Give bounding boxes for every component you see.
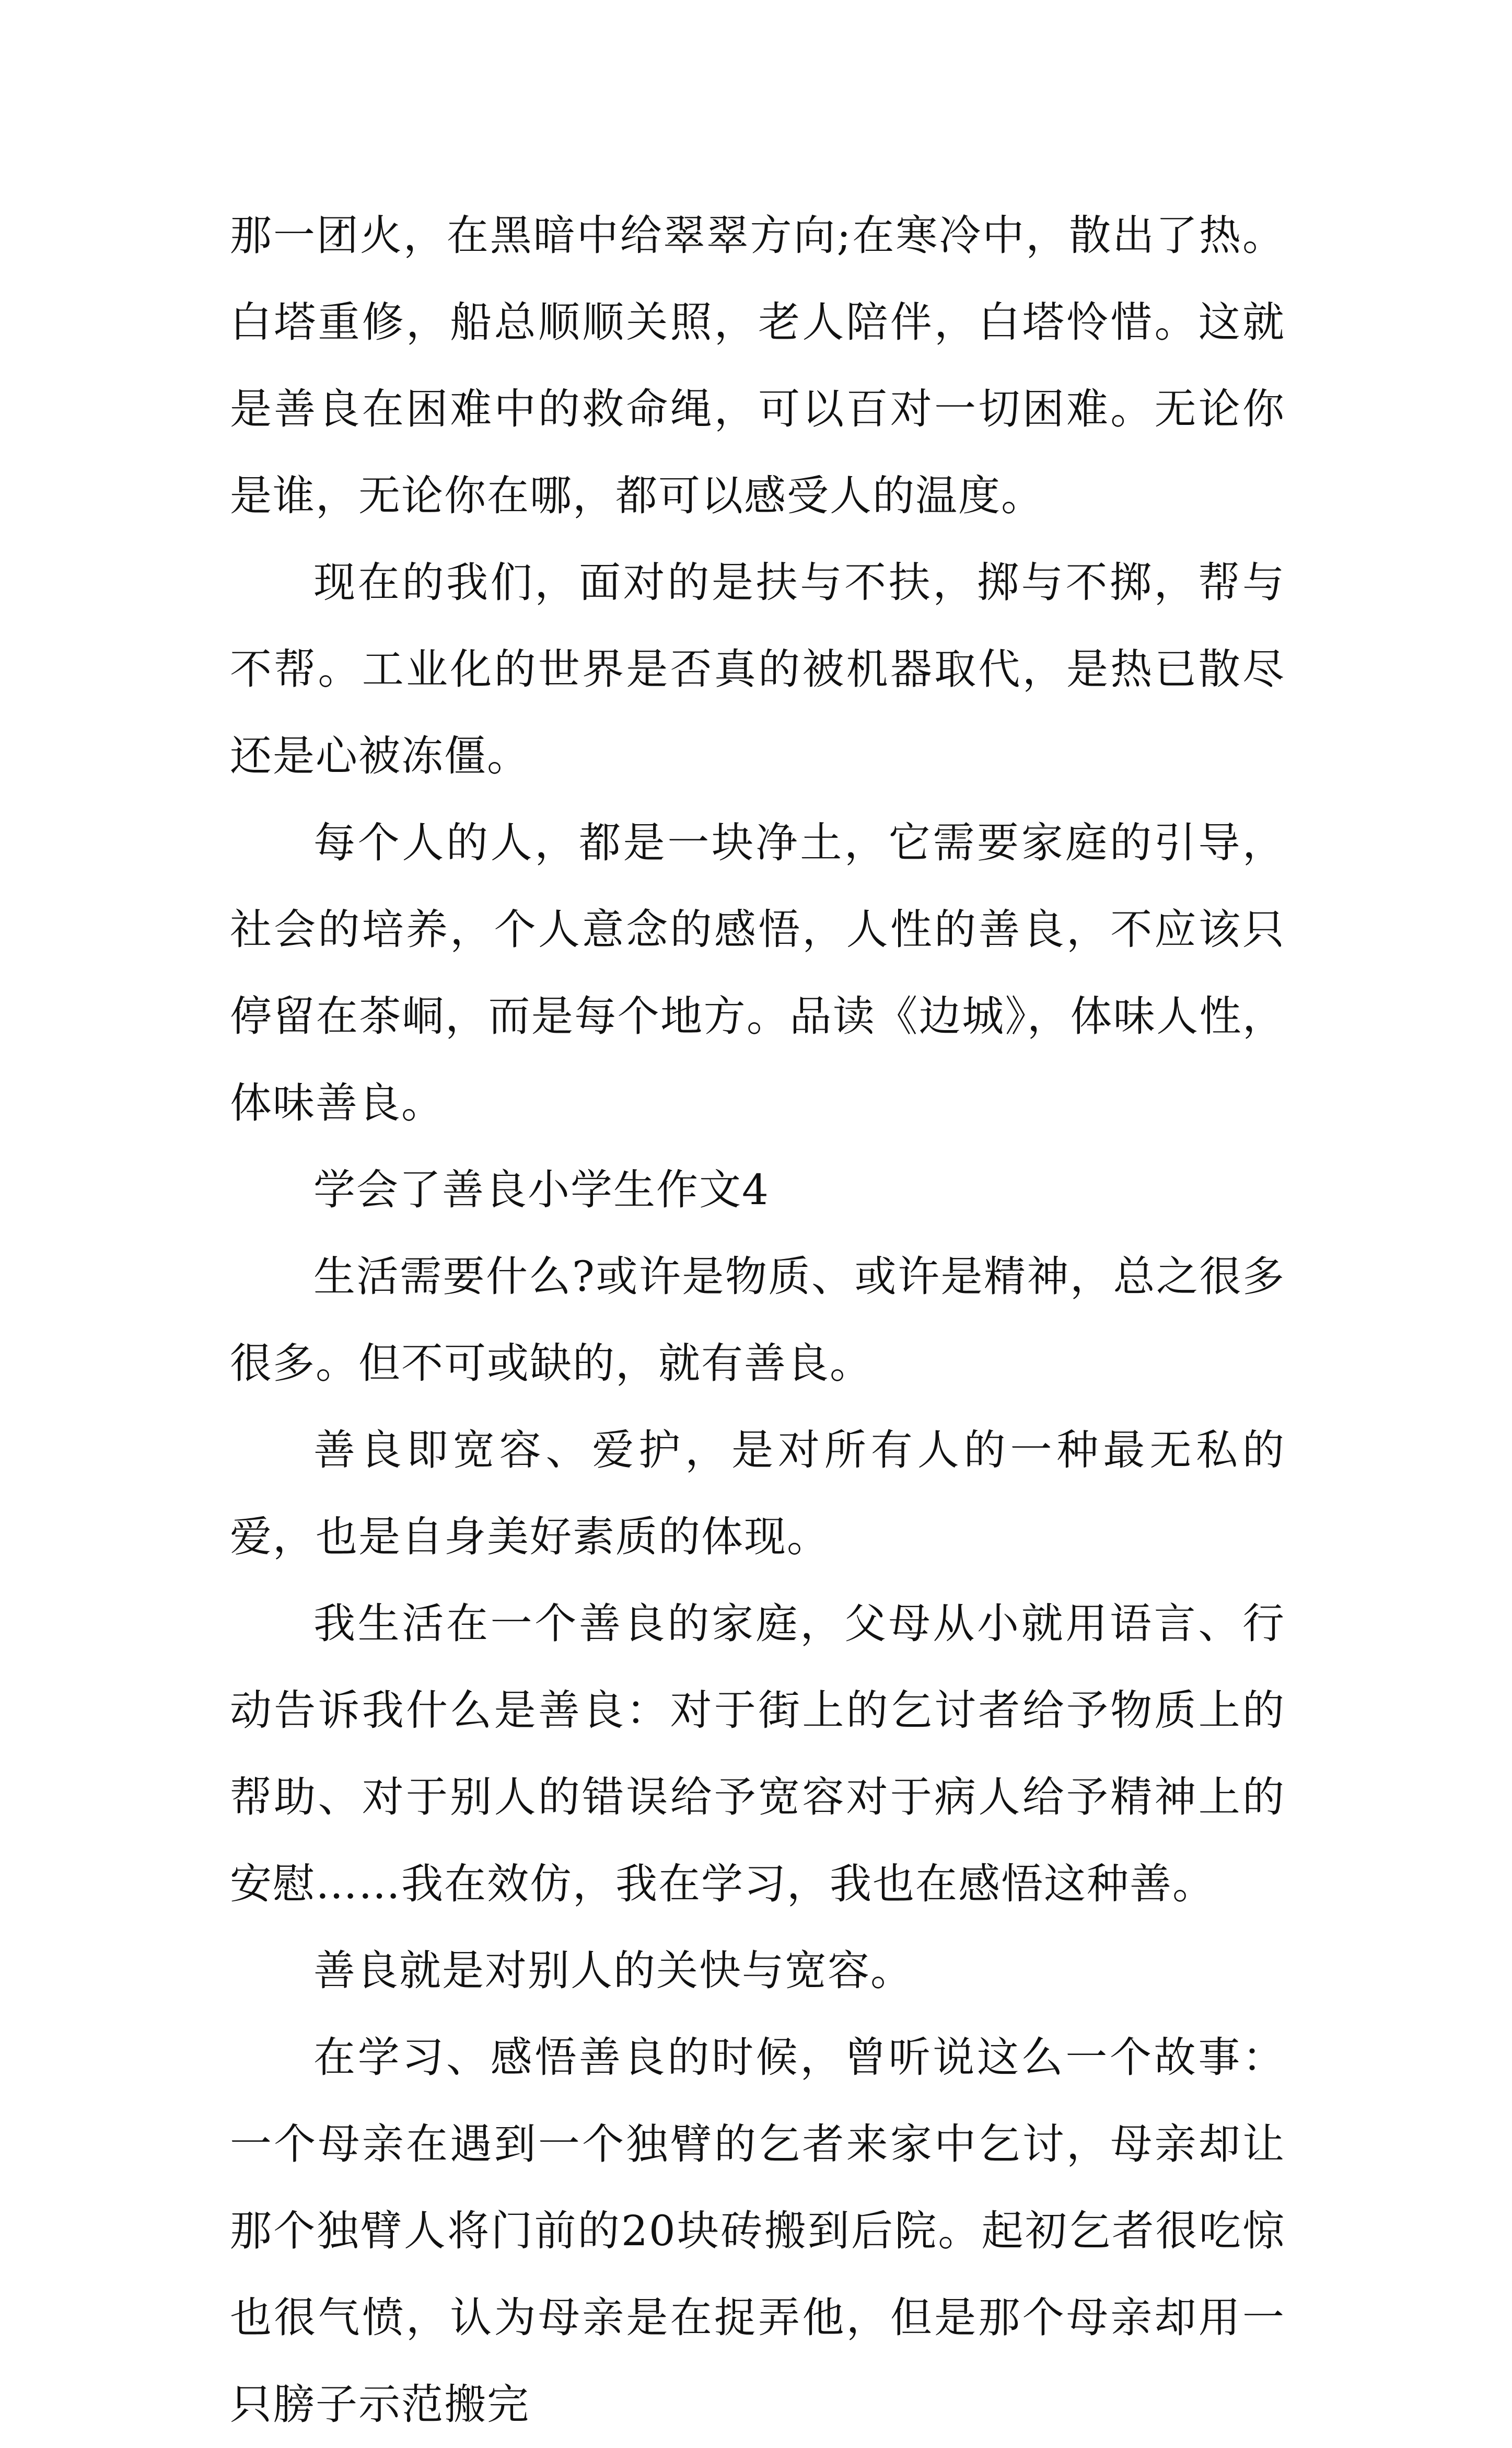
essay-title: 学会了善良小学生作文4 (313, 1165, 770, 1214)
paragraph: 每个人的人，都是一块净土，它需要家庭的引导，社会的培养，个人意念的感悟，人性的善良，不应该只停留在茶峒，而是每个地方。品读《边城》，体味人性，体味善良。 (230, 818, 1285, 1127)
paragraph: 我生活在一个善良的家庭，父母从小就用语言、行动告诉我什么是善良：对于街上的乞讨者给予物质上的帮助、对于别人的错误给予宽容对于病人给予精神上的安慰……我在效仿，我在学习，我也在感悟这种善。 (230, 1599, 1285, 1908)
body-text (230, 192, 1285, 2448)
paragraph: 善良就是对别人的关快与宽容。 (313, 1946, 913, 1995)
paragraph: 善良即宽容、爱护，是对所有人的一种最无私的爱，也是自身美好素质的体现。 (230, 1426, 1285, 1561)
paragraph: 在学习、感悟善良的时候，曾听说这么一个故事：一个母亲在遇到一个独臂的乞者来家中乞讨，母亲却让那个独臂人将门前的20块砖搬到后院。起初乞者很吃惊也很气愤，认为母亲是在捉弄他，但是那个母亲却用一只膀子示范搬完 (230, 2033, 1285, 2429)
paragraph: 生活需要什么?或许是物质、或许是精神，总之很多很多。但不可或缺的，就有善良。 (230, 1252, 1285, 1388)
paragraph-continued: 那一团火，在黑暗中给翠翠方向;在寒冷中，散出了热。白塔重修，船总顺顺关照，老人陪伴，白塔怜惜。这就是善良在困难中的救命绳，可以百对一切困难。无论你是谁，无论你在哪，都可以感受人的温度。 (230, 211, 1285, 520)
paragraph: 现在的我们，面对的是扶与不扶，掷与不掷，帮与不帮。工业化的世界是否真的被机器取代，是热已散尽还是心被冻僵。 (230, 558, 1285, 780)
